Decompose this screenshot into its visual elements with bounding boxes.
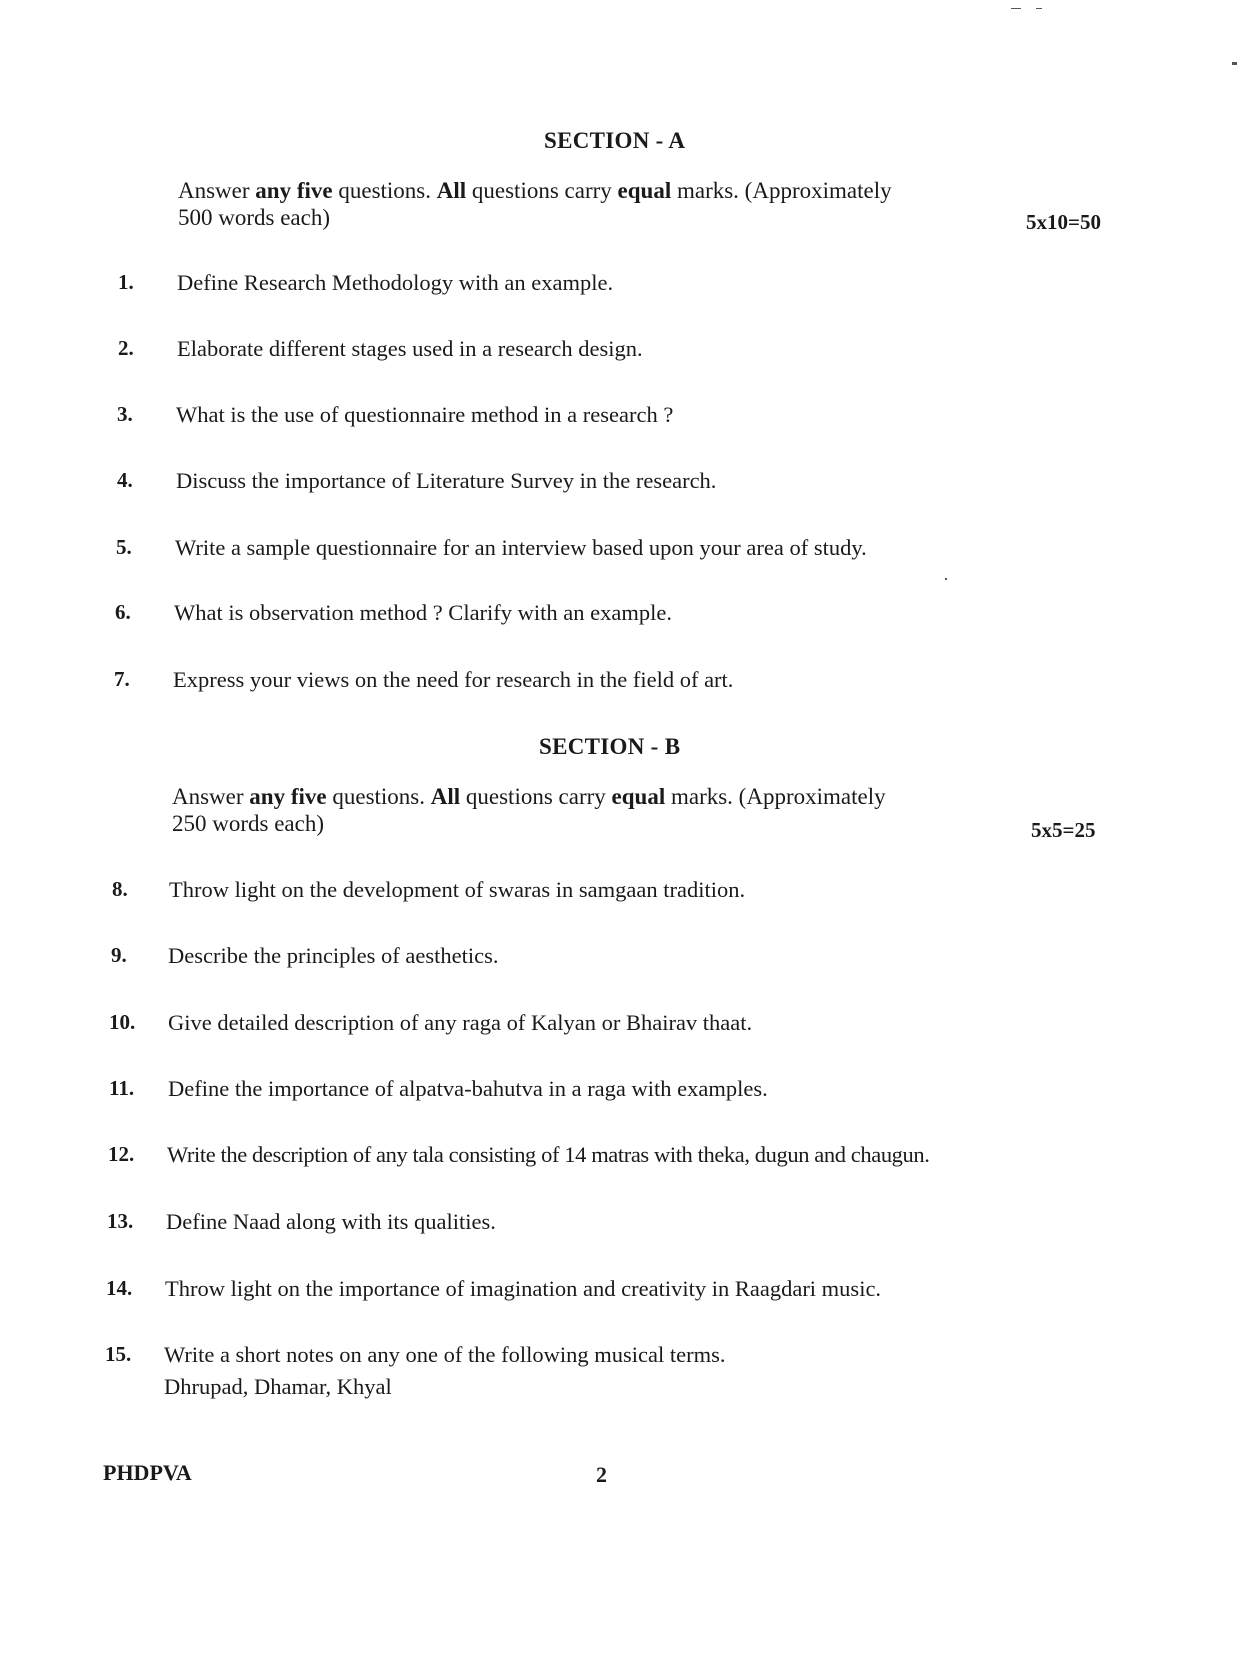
instr-bold: All	[436, 178, 467, 203]
instr-text: Answer	[178, 178, 256, 203]
question-number: 15.	[105, 1342, 132, 1366]
question-number: 5.	[116, 535, 132, 559]
question-number: 1.	[118, 270, 134, 294]
instr-bold: any five	[255, 178, 333, 203]
question-text: Write the description of any tala consisting of 14 matras with theka, dugun and chaugun.	[167, 1142, 930, 1167]
question-number: 13.	[107, 1209, 134, 1233]
section-a-instructions	[178, 177, 1078, 231]
question-number: 11.	[109, 1076, 135, 1100]
question-number: 6.	[115, 600, 131, 624]
scan-speck	[1036, 8, 1042, 9]
question-number: 4.	[117, 468, 133, 492]
question-number: 9.	[111, 943, 127, 967]
question-text: What is the use of questionnaire method in a research ?	[176, 402, 674, 427]
section-a-instructions-line1	[178, 177, 1078, 204]
question-text: Define Naad along with its qualities.	[166, 1209, 496, 1234]
question-number: 10.	[109, 1010, 136, 1034]
instr-bold: any five	[249, 784, 327, 809]
scan-speck	[1232, 62, 1237, 65]
footer-paper-code: PHDPVA	[103, 1460, 192, 1485]
question-number: 14.	[106, 1276, 133, 1300]
question-text: Elaborate different stages used in a research design.	[177, 336, 643, 361]
question-number: 3.	[117, 402, 133, 426]
section-b-instructions-line2: 250 words each)	[172, 811, 325, 836]
question-text: Throw light on the development of swaras in samgaan tradition.	[169, 877, 746, 902]
page-number: 2	[596, 1462, 607, 1487]
instr-text: Answer	[172, 784, 250, 809]
question-text: What is observation method ? Clarify with an example.	[174, 600, 672, 625]
question-number: 8.	[112, 877, 128, 901]
instr-bold: equal	[611, 784, 666, 809]
section-b-marks: 5x5=25	[1031, 818, 1096, 842]
question-text: Write a short notes on any one of the following musical terms.	[164, 1342, 726, 1367]
scan-speck	[945, 578, 947, 580]
question-number: 7.	[114, 667, 130, 691]
question-text: Write a sample questionnaire for an interview based upon your area of study.	[175, 535, 867, 560]
instr-text: questions.	[326, 784, 431, 809]
question-text: Throw light on the importance of imagination and creativity in Raagdari music.	[165, 1276, 882, 1301]
question-subtext: Dhrupad, Dhamar, Khyal	[164, 1374, 392, 1399]
question-text: Discuss the importance of Literature Survey in the research.	[176, 468, 717, 493]
section-a-instructions-line2: 500 words each)	[178, 205, 331, 230]
question-text: Define Research Methodology with an example.	[177, 270, 614, 295]
question-text: Define the importance of alpatva-bahutva in a raga with examples.	[168, 1076, 768, 1101]
section-b-instructions-line1	[172, 783, 1072, 810]
instr-text: questions.	[332, 178, 437, 203]
section-a-marks: 5x10=50	[1026, 210, 1101, 234]
instr-text: questions carry	[466, 178, 618, 203]
question-number: 12.	[108, 1142, 135, 1166]
instr-text: marks. (Approximately	[671, 178, 892, 203]
section-b-instructions	[172, 783, 1072, 837]
section-a-heading: SECTION - A	[544, 128, 686, 153]
section-b-heading: SECTION - B	[539, 734, 681, 759]
scan-speck	[1011, 8, 1021, 9]
instr-bold: All	[430, 784, 461, 809]
instr-bold: equal	[617, 178, 672, 203]
instr-text: marks. (Approximately	[665, 784, 886, 809]
question-text: Express your views on the need for research in the field of art.	[173, 667, 734, 692]
instr-text: questions carry	[460, 784, 612, 809]
question-text: Give detailed description of any raga of Kalyan or Bhairav thaat.	[168, 1010, 753, 1035]
question-text: Describe the principles of aesthetics.	[168, 943, 499, 968]
question-number: 2.	[118, 336, 134, 360]
